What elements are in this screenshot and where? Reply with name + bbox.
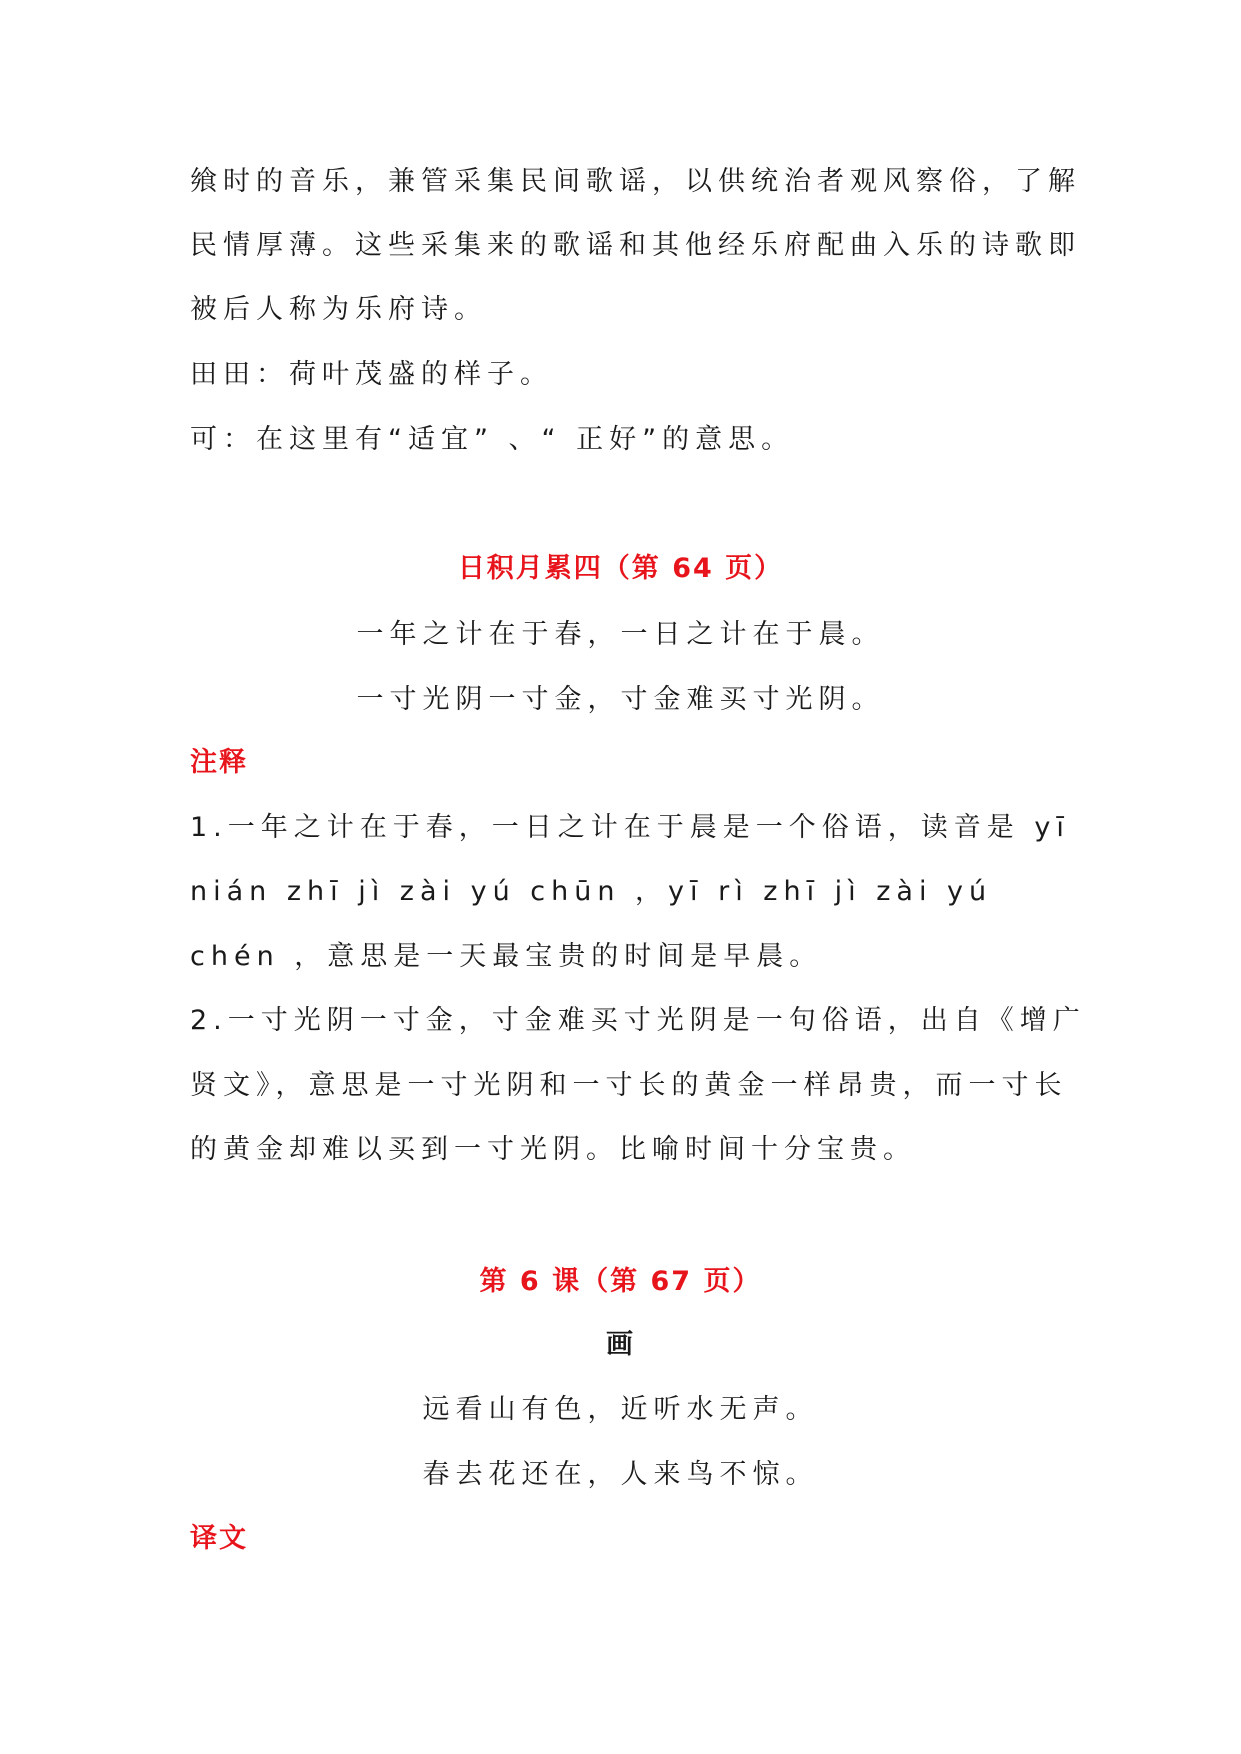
poem-title: 画 [606,1329,635,1360]
section-heading-rijiyuelei: 日积月累四（第 64 页） [457,553,784,584]
definition-ke: 可：在这里有“适宜” 、“ 正好”的意思。 [190,424,795,455]
definition-tiantian: 田田：荷叶茂盛的样子。 [190,359,553,390]
paragraph-line: 被后人称为乐府诗。 [190,294,487,325]
note-line: 的黄金却难以买到一寸光阴。比喻时间十分宝贵。 [190,1134,916,1165]
note-line: chén ，意思是一天最宝贵的时间是早晨。 [190,941,823,972]
paragraph-line: 民情厚薄。这些采集来的歌谣和其他经乐府配曲入乐的诗歌即 [190,230,1081,261]
paragraph-line: 飨时的音乐，兼管采集民间歌谣，以供统治者观风察俗，了解 [190,166,1081,197]
notes-label: 注释 [190,747,248,778]
note-line: 贤文》，意思是一寸光阴和一寸长的黄金一样昂贵，而一寸长 [190,1070,1068,1101]
poem-line: 一年之计在于春，一日之计在于晨。 [356,619,885,650]
note-line: 1.一年之计在于春，一日之计在于晨是一个俗语，读音是 yī [190,812,1070,843]
section-heading-lesson6: 第 6 课（第 67 页） [479,1266,762,1297]
poem-line: 春去花还在，人来鸟不惊。 [422,1459,819,1490]
poem-line: 远看山有色，近听水无声。 [422,1394,819,1425]
poem-line: 一寸光阴一寸金，寸金难买寸光阴。 [356,684,885,715]
note-line: 2.一寸光阴一寸金，寸金难买寸光阴是一句俗语，出自《增广 [190,1005,1086,1036]
note-line: nián zhī jì zài yú chūn ，yī rì zhī jì zài yú [190,876,993,907]
translation-label: 译文 [190,1523,248,1554]
